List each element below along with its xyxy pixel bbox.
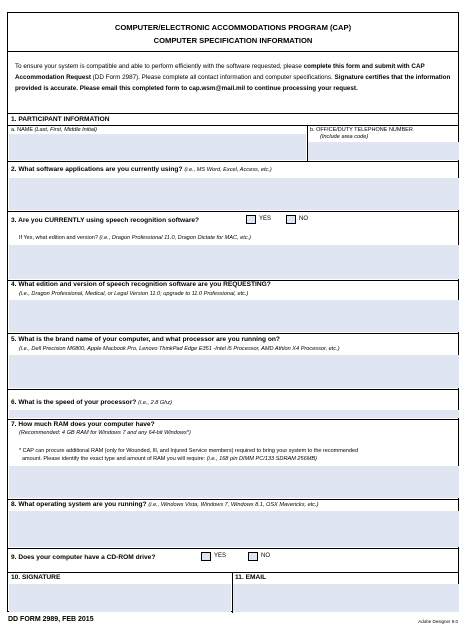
divider xyxy=(8,211,458,212)
section8-heading: 8. What operating system are you running? (i.e., Windows Vista, Windows 7, Windows 8.1, OSX Mavericks, etc.) xyxy=(11,501,319,508)
ram-field[interactable] xyxy=(9,466,459,498)
section5-heading: 5. What is the brand name of your computer, and what processor are you running on? xyxy=(11,336,280,343)
cdrom-yes-checkbox[interactable] xyxy=(201,552,211,561)
speech-yes-checkbox[interactable] xyxy=(246,215,256,224)
divider xyxy=(8,161,458,162)
name-field[interactable] xyxy=(9,134,306,160)
divider xyxy=(8,125,458,126)
speech-no-label: NO xyxy=(299,216,308,222)
section7-heading: 7. How much RAM does your computer have? xyxy=(11,421,155,428)
section10-heading: 10. SIGNATURE xyxy=(11,574,61,581)
signature-field[interactable] xyxy=(9,584,231,612)
section4-heading: 4. What edition and version of speech recognition software are you REQUESTING? xyxy=(11,281,271,288)
speech-followup: If Yes, what edition and version? (i.e., Dragon Professional 11.0, Dragon Dictate for MAC, etc.) xyxy=(19,235,252,241)
cap-form xyxy=(7,12,459,612)
email-field[interactable] xyxy=(233,584,459,612)
divider xyxy=(8,572,458,573)
ram-note-line1: * CAP can procure additional RAM (only for Wounded, Ill, and Injured Service members) required to bring your system to the recommended xyxy=(19,448,359,454)
ram-recommendation: (Recommended: 4 GB RAM for Windows 7 and any 64-bit Windows*) xyxy=(19,430,191,436)
designer-credit: Adobe Designer 9.0 xyxy=(418,619,458,624)
cdrom-no-label: NO xyxy=(261,553,270,559)
operating-system-field[interactable] xyxy=(9,511,459,547)
speech-no-checkbox[interactable] xyxy=(286,215,296,224)
section6-heading: 6. What is the speed of your processor? (i.e., 2.8 Ghz) xyxy=(11,399,173,406)
divider xyxy=(8,389,458,390)
form-title-line2: COMPUTER SPECIFICATION INFORMATION xyxy=(153,36,313,45)
computer-brand-field[interactable] xyxy=(9,355,459,388)
phone-label-hint: (Include area code) xyxy=(320,134,369,140)
software-field[interactable] xyxy=(9,178,459,210)
speech-yes-label: YES xyxy=(259,216,272,222)
intro-paragraph: To ensure your system is compatible and able to perform efficiently with the software requested, please complete this form and submit with CAP Accommodation Request (DD Form 2987). Please complete all contact information and computer specifications. Signature certifies that the information provided is accurate. Please email this completed form to cap.wsm@mail.mil to continue processing your request. xyxy=(15,63,451,92)
section11-heading: 11. EMAIL xyxy=(235,574,267,581)
processor-speed-field[interactable] xyxy=(9,410,459,418)
name-label: a. NAME (Last, First, Middle Initial) xyxy=(11,127,98,133)
requested-software-field[interactable] xyxy=(9,300,459,332)
section5-hint: (i.e., Dell Precision M6800, Apple Macbook Pro, Lenovo ThinkPad Edge E351 -Intel i5 Processor, AMD Athlon X4 Processor, etc.) xyxy=(19,346,340,352)
divider xyxy=(8,419,458,420)
phone-label: b. OFFICE/DUTY TELEPHONE NUMBER xyxy=(310,127,413,133)
form-title-line1: COMPUTER/ELECTRONIC ACCOMMODATIONS PROGRAM (CAP) xyxy=(114,23,352,32)
section1-heading: 1. PARTICIPANT INFORMATION xyxy=(11,116,110,123)
divider xyxy=(8,499,458,500)
cdrom-no-checkbox[interactable] xyxy=(248,552,258,561)
divider xyxy=(8,548,458,549)
speech-version-field[interactable] xyxy=(9,245,459,279)
ram-note-line2: amount. Please identify the exact type and amount of RAM you will require: (i.e., 168 pin DIMM PC/133 SDRAM 256MB) xyxy=(22,456,318,462)
phone-field[interactable] xyxy=(308,142,459,160)
section2-heading: 2. What software applications are you currently using? (i.e., MS Word, Excel, Access, etc.) xyxy=(11,166,272,173)
divider xyxy=(8,51,458,52)
section9-heading: 9. Does your computer have a CD-ROM drive? xyxy=(11,554,156,561)
section4-hint: (i.e., Dragon Professional, Medical, or Legal Version 11.0; upgrade to 11.0 Professional, etc.) xyxy=(19,291,249,297)
form-number: DD FORM 2989, FEB 2015 xyxy=(8,616,94,623)
divider xyxy=(8,333,458,334)
section3-heading: 3. Are you CURRENTLY using speech recognition software? xyxy=(11,217,200,224)
divider xyxy=(8,113,458,114)
cdrom-yes-label: YES xyxy=(214,553,227,559)
